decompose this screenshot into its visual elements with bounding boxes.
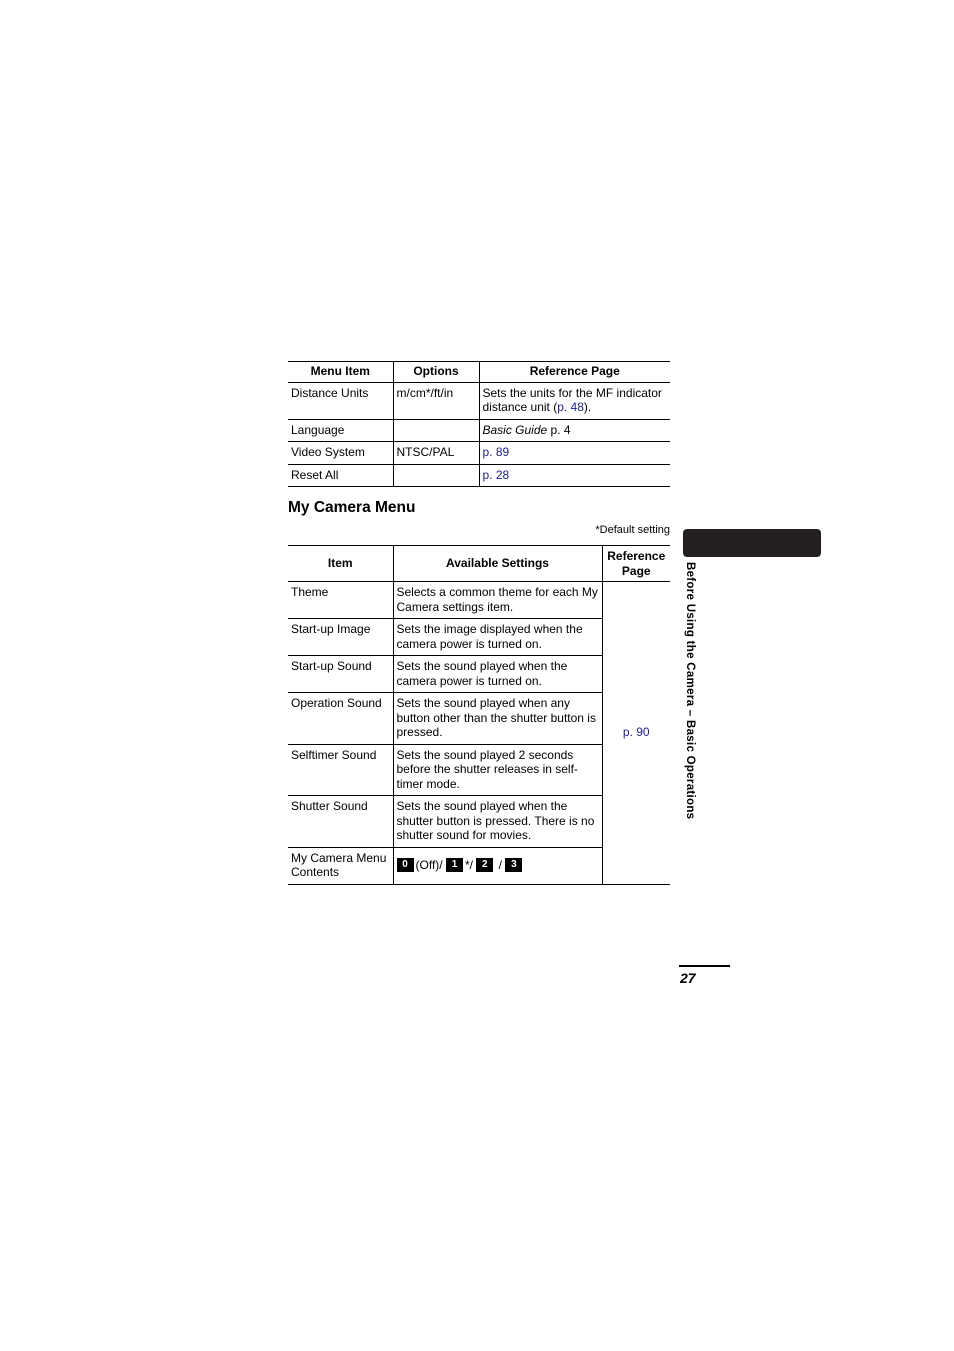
row-settings: Sets the sound played when the shutter button is pressed. There is no shutter sound for movies. bbox=[393, 796, 602, 848]
section-title: My Camera Menu bbox=[288, 499, 416, 516]
row-item: Operation Sound bbox=[288, 693, 393, 745]
col-header-menu-item: Menu Item bbox=[288, 362, 393, 383]
row-reference: Basic Guide p. 4 bbox=[479, 419, 670, 442]
row-settings: Sets the sound played 2 seconds before the shutter releases in self-timer mode. bbox=[393, 744, 602, 796]
contents-1-icon: 1 bbox=[446, 858, 463, 872]
row-item: Reset All bbox=[288, 464, 393, 487]
page-link[interactable]: p. 90 bbox=[622, 725, 650, 739]
row-settings: Sets the sound played when any button other than the shutter button is pressed. bbox=[393, 693, 602, 745]
row-settings: Selects a common theme for each My Camera settings item. bbox=[393, 582, 602, 619]
page-link[interactable]: p. 89 bbox=[482, 445, 510, 459]
table-row bbox=[288, 582, 670, 619]
row-item: Language bbox=[288, 419, 393, 442]
contents-off-icon: 0 bbox=[397, 858, 414, 872]
chapter-tab bbox=[683, 529, 821, 557]
row-options: NTSC/PAL bbox=[393, 442, 479, 465]
settings-table bbox=[288, 361, 670, 487]
row-reference bbox=[602, 582, 670, 885]
page-link[interactable]: p. 28 bbox=[482, 467, 510, 482]
table-row bbox=[288, 464, 670, 487]
row-reference bbox=[479, 464, 670, 487]
row-settings: Sets the sound played when the camera power is turned on. bbox=[393, 656, 602, 693]
row-options bbox=[393, 419, 479, 442]
row-reference: Sets the units for the MF indicator distance unit (p. 48). bbox=[479, 382, 670, 419]
col-header-reference-page: Reference Page bbox=[602, 546, 670, 582]
row-item: My Camera Menu Contents bbox=[288, 847, 393, 884]
table-row bbox=[288, 419, 670, 442]
table-row bbox=[288, 442, 670, 465]
row-item: Selftimer Sound bbox=[288, 744, 393, 796]
col-header-available-settings: Available Settings bbox=[393, 546, 602, 582]
page-link[interactable]: p. 48 bbox=[557, 400, 584, 414]
table-row bbox=[288, 382, 670, 419]
row-item: Distance Units bbox=[288, 382, 393, 419]
page-number: 27 bbox=[680, 970, 696, 986]
row-options: m/cm*/ft/in bbox=[393, 382, 479, 419]
row-item: Video System bbox=[288, 442, 393, 465]
col-header-reference-page: Reference Page bbox=[479, 362, 670, 383]
default-setting-note: *Default setting bbox=[595, 524, 670, 536]
page-number-rule bbox=[679, 965, 730, 967]
contents-2-icon: 2 bbox=[476, 858, 493, 872]
col-header-options: Options bbox=[393, 362, 479, 383]
col-header-item: Item bbox=[288, 546, 393, 582]
row-settings: Sets the image displayed when the camera power is turned on. bbox=[393, 619, 602, 656]
my-camera-table bbox=[288, 545, 670, 885]
row-item: Shutter Sound bbox=[288, 796, 393, 848]
row-item: Theme bbox=[288, 582, 393, 619]
row-reference bbox=[479, 442, 670, 465]
row-options bbox=[393, 464, 479, 487]
chapter-side-label: Before Using the Camera – Basic Operations bbox=[684, 562, 696, 820]
row-item: Start-up Sound bbox=[288, 656, 393, 693]
row-settings: 0 (Off)/ 1 */ 2 / 3 bbox=[393, 847, 602, 884]
row-item: Start-up Image bbox=[288, 619, 393, 656]
contents-3-icon: 3 bbox=[505, 858, 522, 872]
